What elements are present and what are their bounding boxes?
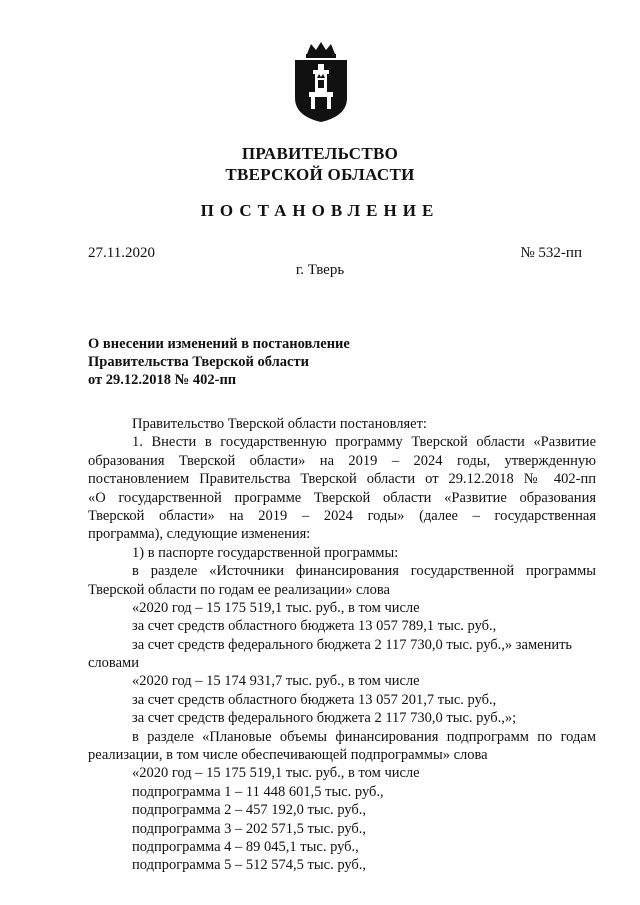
- subject-line: Правительства Тверской области: [88, 354, 309, 370]
- body-line: подпрограмма 4 – 89 045,1 тыс. руб.,: [132, 838, 359, 855]
- body-line: Тверской области» на 2019 – 2024 годы» (далее – государственная: [88, 507, 596, 524]
- body-line: за счет средств федерального бюджета 2 117 730,0 тыс. руб.,» заменить: [132, 636, 573, 653]
- organization-name-line1: ПРАВИТЕЛЬСТВО: [241, 144, 399, 163]
- coat-of-arms-icon: [289, 40, 353, 124]
- body-line: в разделе «Источники финансирования государственной программы: [132, 563, 596, 580]
- body-line: «О государственной программе Тверской области «Развитие образования: [88, 489, 596, 506]
- document-body: [88, 415, 596, 875]
- body-line: постановлением Правительства Тверской области от 29.12.2018 № 402-пп: [88, 471, 596, 488]
- document-subject: [88, 335, 350, 389]
- organization-name-line2: ТВЕРСКОЙ ОБЛАСТИ: [225, 165, 415, 184]
- body-line: за счет средств областного бюджета 13 057 789,1 тыс. руб.,: [132, 618, 497, 635]
- body-line: «2020 год – 15 174 931,7 тыс. руб., в том числе: [132, 673, 420, 690]
- body-line: подпрограмма 3 – 202 571,5 тыс. руб.,: [132, 820, 367, 837]
- body-line: за счет средств областного бюджета 13 057 201,7 тыс. руб.,: [132, 691, 497, 708]
- document-date: 27.11.2020: [88, 245, 155, 261]
- body-line: подпрограмма 2 – 457 192,0 тыс. руб.,: [132, 802, 367, 819]
- document-type: ПОСТАНОВЛЕНИЕ: [200, 201, 440, 220]
- body-line: 1. Внести в государственную программу Тверской области «Развитие: [132, 434, 596, 451]
- body-line: подпрограмма 1 – 11 448 601,5 тыс. руб.,: [132, 783, 384, 800]
- body-line: в разделе «Плановые объемы финансирования подпрограмм по годам: [132, 728, 596, 745]
- body-line: словами: [88, 655, 139, 672]
- body-line: за счет средств федерального бюджета 2 117 730,0 тыс. руб.,»;: [132, 710, 517, 727]
- body-line: Правительство Тверской области постановляет:: [132, 416, 427, 432]
- body-line: программа), следующие изменения:: [88, 526, 311, 543]
- body-line: 1) в паспорте государственной программы:: [132, 544, 399, 561]
- subject-line: О внесении изменений в постановление: [88, 336, 350, 352]
- body-line: Тверской области по годам ее реализации» слова: [88, 581, 390, 598]
- body-line: реализации, в том числе обеспечивающей подпрограммы» слова: [88, 747, 488, 764]
- document-number: № 532-пп: [520, 245, 582, 261]
- body-line: «2020 год – 15 175 519,1 тыс. руб., в том числе: [132, 599, 420, 616]
- subject-line: от 29.12.2018 № 402-пп: [88, 372, 237, 388]
- body-line: «2020 год – 15 175 519,1 тыс. руб., в том числе: [132, 765, 420, 782]
- document-city: г. Тверь: [295, 262, 345, 278]
- body-line: подпрограмма 5 – 512 574,5 тыс. руб.,: [132, 857, 367, 874]
- body-line: образования Тверской области» на 2019 – 2024 годы, утвержденную: [88, 452, 596, 469]
